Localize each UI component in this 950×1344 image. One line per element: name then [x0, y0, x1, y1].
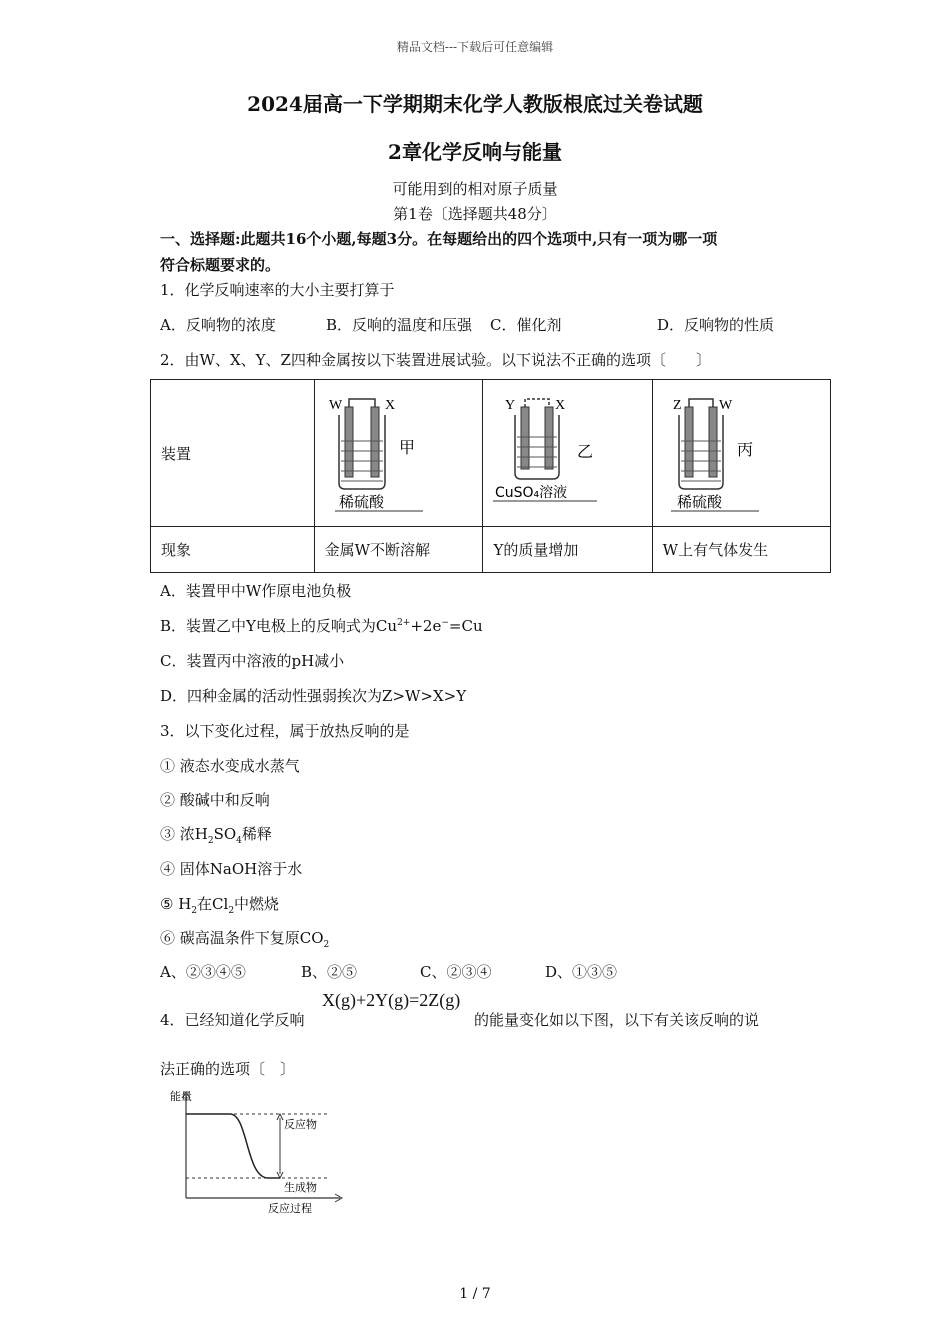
q3-item-6: ⑥ 碳高温条件下复原$CO_2$	[160, 929, 330, 950]
process-axis-label: 反应过程	[268, 1202, 312, 1215]
q3-stem: 3．以下变化过程，属于放热反响的是	[160, 722, 410, 740]
electrode-label-left: Y	[505, 398, 516, 413]
energy-axis-label: 能量	[170, 1090, 192, 1103]
electrode-label-right: X	[555, 398, 566, 413]
energy-curve	[186, 1114, 280, 1178]
phenomenon-yi: Y的质量增加	[483, 527, 652, 573]
q3-item-3: ③ 浓$H_2SO_4$稀释	[160, 825, 272, 846]
q2-stem: 2．由W、X、Y、Z四种金属按以下装置进展试验。以下说法不正确的选项〔 〕	[160, 351, 711, 369]
electrode-label-right: W	[718, 398, 732, 413]
q2-option-b: B．装置乙中Y电极上的反响式为$Cu^{2+}+2e^-=Cu$	[160, 617, 483, 635]
q2-option-d: D．四种金属的活动性强弱挨次为Z>W>X>Y	[160, 687, 467, 705]
electrode-label-right: X	[384, 398, 395, 413]
q1-option-b: B．反响的温度和压强	[326, 316, 473, 334]
solution-label: 稀硫酸	[338, 493, 384, 511]
device-name: 甲	[398, 438, 415, 457]
solution-label: 稀硫酸	[676, 493, 722, 511]
q3-option-c: C、②③④	[420, 963, 492, 981]
q4-equation: X(g)+2Y(g)=2Z(g)	[322, 990, 461, 1010]
q1-option-c: C．催化剂	[490, 316, 562, 334]
device-bing	[652, 380, 830, 527]
q2-option-c: C．装置丙中溶液的pH减小	[160, 652, 345, 670]
doc-title: 2024届高一下学期期末化学人教版根底过关卷试题	[247, 92, 703, 116]
electrode-label-left: W	[328, 398, 342, 413]
device-name: 丙	[736, 440, 753, 459]
q3-option-d: D、①③⑤	[545, 963, 618, 981]
device-jia	[314, 380, 483, 527]
q1-stem: 1．化学反响速率的大小主要打算于	[160, 281, 395, 299]
electrolytic-cell-jia-icon	[327, 393, 437, 513]
energy-diagram	[160, 1088, 350, 1218]
q3-option-a: A、②③④⑤	[160, 963, 246, 981]
electrode-label-left: Z	[672, 398, 682, 413]
page-number: 1 / 7	[459, 1286, 491, 1302]
q4-stem-post: 的能量变化如以下图，以下有关该反响的说	[474, 1011, 760, 1029]
q3-option-b: B、②⑤	[301, 963, 358, 981]
device-yi	[483, 380, 652, 527]
section-heading-cont: 符合标题要求的。	[160, 256, 281, 274]
phenomenon-bing: W上有气体发生	[652, 527, 830, 573]
page-header: 精品文档---下载后可任意编辑	[396, 40, 554, 54]
q3-item-4: ④ 固体NaOH溶于水	[160, 860, 303, 878]
atomic-mass-note: 可能用到的相对原子质量	[392, 180, 558, 198]
q3-item-5: ⑤ $H_2$在$Cl_2$中燃烧	[160, 895, 280, 916]
solution-label: CuSO₄溶液	[495, 485, 568, 501]
volume-note: 第1卷〔选择题共48分〕	[393, 205, 557, 223]
phenomenon-row-label: 现象	[151, 527, 315, 573]
q3-item-2: ② 酸碱中和反响	[160, 791, 270, 809]
q2-option-a: A．装置甲中W作原电池负极	[160, 582, 352, 600]
doc-subtitle: 2章化学反响与能量	[388, 140, 562, 164]
q1-option-d: D．反响物的性质	[657, 316, 775, 334]
q1-option-a: A．反响物的浓度	[160, 316, 276, 334]
q4-stem-line2: 法正确的选项〔 〕	[160, 1060, 296, 1078]
section-heading: 一、选择题:此题共16个小题,每题3分。在每题给出的四个选项中,只有一项为哪一项	[160, 230, 718, 248]
q3-item-1: ① 液态水变成水蒸气	[160, 757, 300, 775]
reactant-label: 反应物	[284, 1118, 317, 1131]
product-label: 生成物	[284, 1181, 317, 1194]
electrolytic-cell-bing-icon	[663, 393, 773, 513]
device-name: 乙	[577, 442, 594, 461]
electrolytic-cell-yi-icon	[493, 393, 613, 513]
q4-stem-pre: 4．已经知道化学反响	[160, 1011, 305, 1029]
experiment-table	[150, 379, 831, 573]
device-row-label: 装置	[151, 380, 315, 527]
phenomenon-jia: 金属W不断溶解	[314, 527, 483, 573]
